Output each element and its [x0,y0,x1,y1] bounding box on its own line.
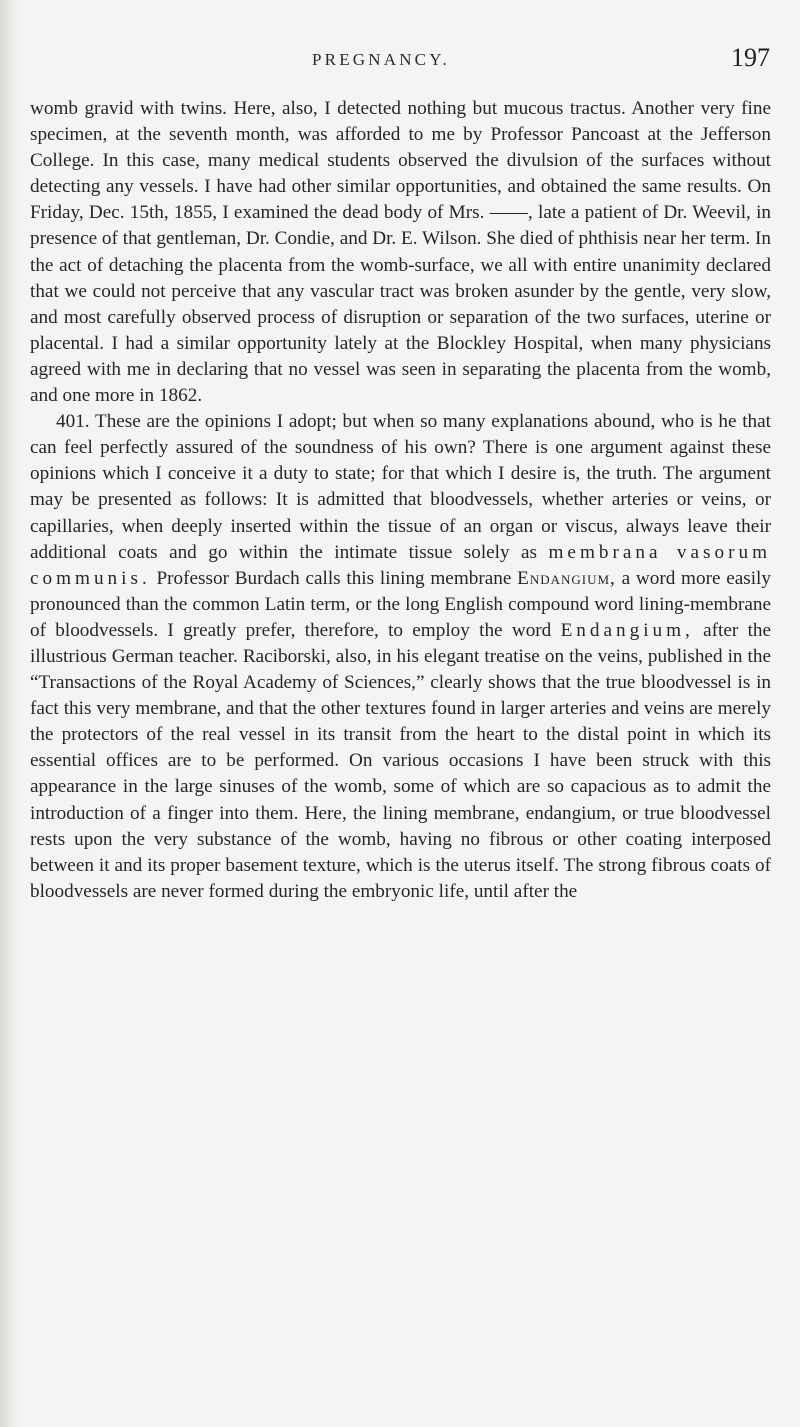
binding-shadow [0,0,22,1427]
running-head [0,43,800,80]
term-endangium-spaced: Endangium, [560,619,694,641]
paragraph-text: womb gravid with twins. Here, also, I detected nothing but mucous tractus. Another very fine specimen, at the seventh month, was afforded to me by Professor Pancoast at the Jefferson College. In this case, many medical students observed the divulsion of the surfaces without detecting any vessels. I have had other similar opportunities, and obtained the same results. On Friday, Dec. 15th, 1855, I examined the dead body of Mrs. ——, late a patient of Dr. Weevil, in presence of that gentleman, Dr. Condie, and Dr. E. Wilson. She died of phthisis near her term. In the act of detaching the placenta from the womb-surface, we all with entire unanimity declared that we could not perceive that any vascular tract was broken asunder by the gentle, very slow, and most carefully observed process of disruption or separation of the two surfaces, uterine or placental. I had a similar opportunity lately at the Blockley Hospital, when many physicians agreed with me in declaring that no vessel was seen in separating the placenta from the womb, and one more in 1862. [30,98,771,407]
paragraph-text: 401. These are the opinions I adopt; but when so many explanations abound, who is he that can feel perfectly assured of the soundness of his own? There is one argument against these opinions which I conceive it a duty to state; for that which I desire is, the truth. The argument may be presented as follows: It is admitted that bloodvessels, whether arteries or veins, or capillaries, when deeply inserted within the tissue of an organ or viscus, always leave their additional coats and go within the intimate tissue solely as [30,411,771,563]
paragraph-text: Professor Burdach calls this lining membrane [156,567,512,589]
term-endangium-smallcaps: Endangium, [517,567,616,589]
body-text [30,96,771,905]
running-title: PREGNANCY. [312,50,450,69]
page-number: 197 [731,43,770,72]
paragraph-401 [30,409,771,905]
paragraph-text: after the illustrious German teacher. Raciborski, also, in his elegant treatise on the veins, published in the “Transactions of the Royal Academy of Sciences,” clearly shows that the true bloodvessel is in fact this very membrane, and that the other textures found in larger arteries and veins are merely the protectors of the real vessel in its transit from the heart to the distal point in which its essential offices are to be performed. On various occasions I have been struck with this appearance in the large sinuses of the womb, some of which are so capacious as to admit the introduction of a finger into them. Here, the lining membrane, endangium, or true bloodvessel rests upon the very substance of the womb, having no fibrous or other coating interposed between it and its proper basement texture, which is the uterus itself. The strong fibrous coats of bloodvessels are never formed during the embryonic life, until after the [30,619,772,902]
latin-term-membrana: membrana vasorum communis. [30,541,772,589]
paragraph-text: a word more easily pronounced than the common Latin term, or the long English compound word lining-membrane of bloodvessels. I greatly prefer, therefore, to employ the word [30,567,771,641]
paragraph-continued [30,96,771,409]
